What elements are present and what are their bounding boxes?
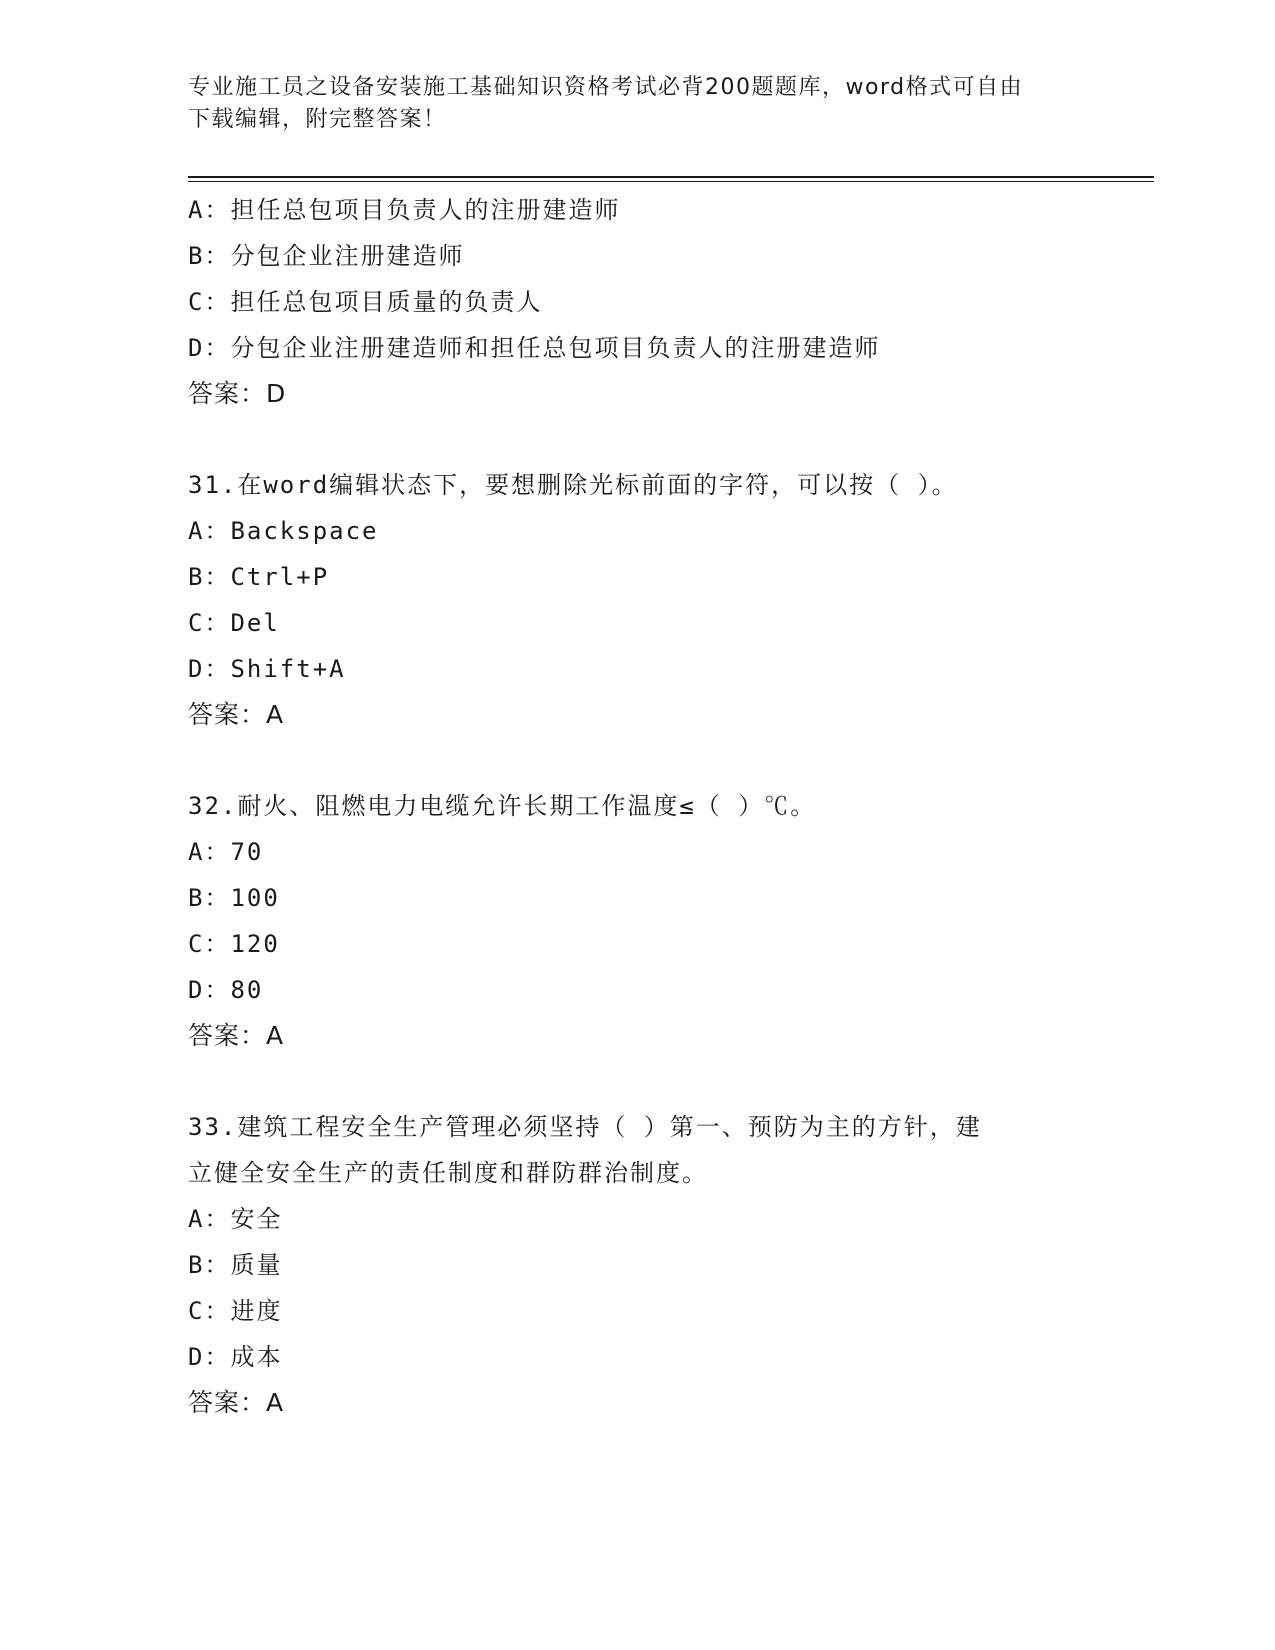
- option-d: D：分包企业注册建造师和担任总包项目负责人的注册建造师: [188, 334, 881, 362]
- option-a: A：Backspace: [188, 517, 379, 545]
- answer: 答案：A: [188, 700, 285, 729]
- header-divider-thick: [188, 176, 1154, 178]
- option-b: B：100: [188, 884, 280, 912]
- option-c: C：担任总包项目质量的负责人: [188, 288, 543, 316]
- answer: 答案：A: [188, 1388, 285, 1417]
- question-list: [188, 187, 1088, 1426]
- question-stem: 31.在word编辑状态下，要想删除光标前面的字符，可以按（ ）。: [188, 471, 958, 499]
- option-c: C：Del: [188, 609, 280, 637]
- spacer: [188, 1059, 1088, 1104]
- answer: 答案：A: [188, 1021, 285, 1050]
- spacer: [188, 738, 1088, 783]
- option-a: A：安全: [188, 1205, 283, 1233]
- question-33: [188, 1104, 1088, 1426]
- question-stem-line-1: 33.建筑工程安全生产管理必须坚持（ ）第一、预防为主的方针，建: [188, 1113, 982, 1141]
- question-stem-line-2: 立健全安全生产的责任制度和群防群治制度。: [188, 1159, 708, 1187]
- option-b: B：分包企业注册建造师: [188, 242, 465, 270]
- question-32: [188, 783, 1088, 1059]
- option-b: B：Ctrl+P: [188, 563, 330, 591]
- option-d: D：Shift+A: [188, 655, 346, 683]
- header-line-2: 下载编辑，附完整答案！: [188, 107, 447, 132]
- option-c: C：120: [188, 930, 280, 958]
- question-stem: 32.耐火、阻燃电力电缆允许长期工作温度≤（ ）℃。: [188, 792, 817, 820]
- option-c: C：进度: [188, 1297, 283, 1325]
- option-d: D：80: [188, 976, 264, 1004]
- spacer: [188, 417, 1088, 462]
- option-d: D：成本: [188, 1343, 283, 1371]
- option-a: A：担任总包项目负责人的注册建造师: [188, 196, 621, 224]
- document-header: [188, 72, 1068, 136]
- answer: 答案：D: [188, 379, 287, 408]
- question-30: [188, 187, 1088, 417]
- question-31: [188, 462, 1088, 738]
- header-line-1: 专业施工员之设备安装施工基础知识资格考试必背200题题库，word格式可自由: [188, 75, 1024, 100]
- option-a: A：70: [188, 838, 264, 866]
- header-divider-thin: [188, 181, 1154, 182]
- option-b: B：质量: [188, 1251, 283, 1279]
